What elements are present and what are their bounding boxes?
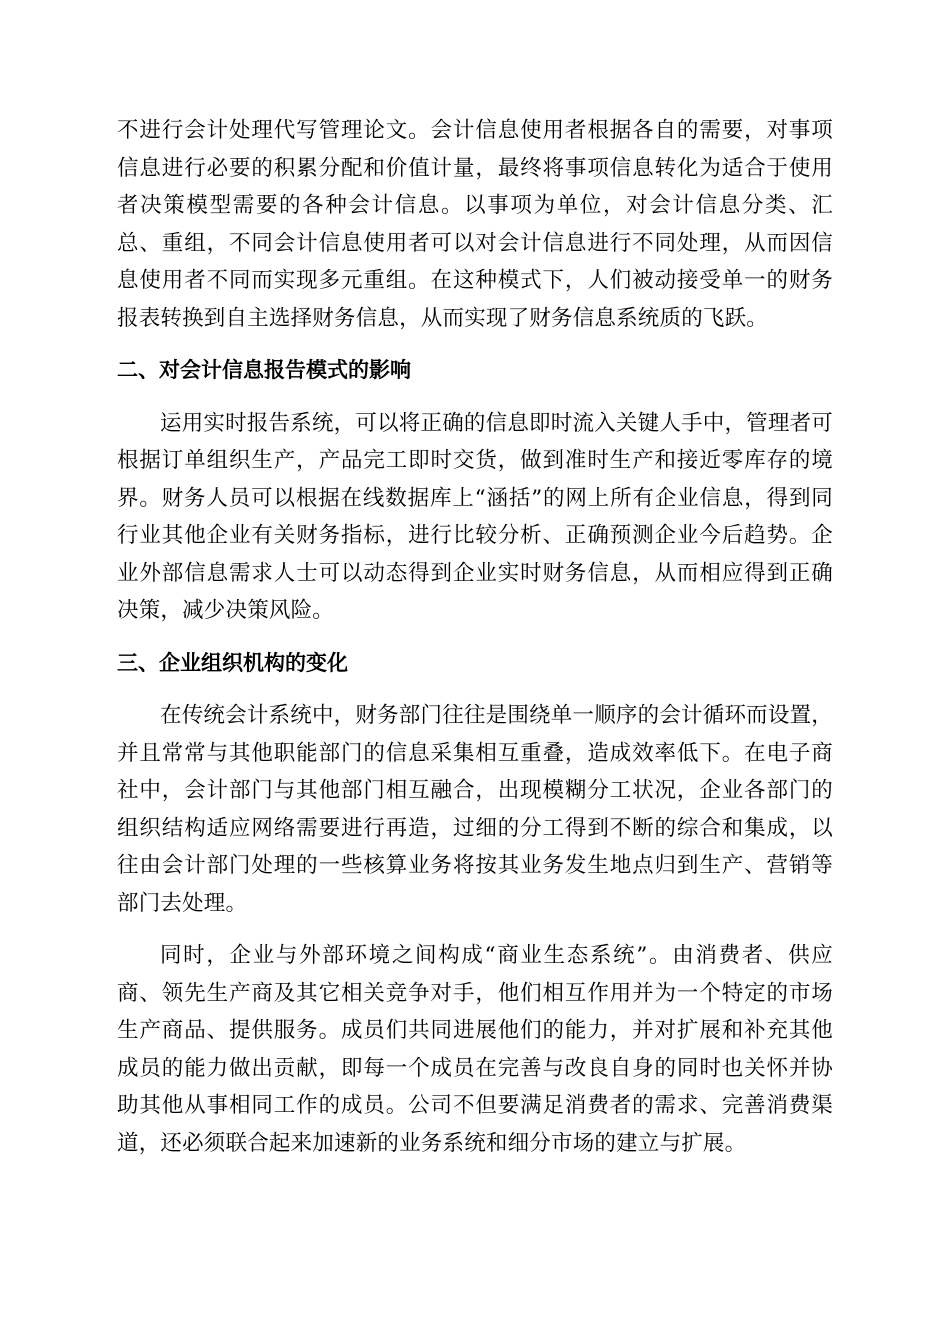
paragraph-org-structure: 在传统会计系统中，财务部门往往是围绕单一顺序的会计循环而设置，并且常常与其他职能部门的信息采集相互重叠，造成效率低下。在电子商社中，会计部门与其他部门相互融合，出现模糊分工状况，企业各部门的组织结构适应网络需要进行再造，过细的分工得到不断的综合和集成，以往由会计部门处理的一些核算业务将按其业务发生地点归到生产、营销等部门去处理。 [117, 703, 833, 916]
paragraph-business-ecosystem: 同时，企业与外部环境之间构成“商业生态系统”。由消费者、供应商、领先生产商及其它相关竞争对手，他们相互作用并为一个特定的市场生产商品、提供服务。成员们共同进展他们的能力，并对扩展和补充其他成员的能力做出贡献，即每一个成员在完善与改良自身的同时也关怀并协助其他从事相同工作的成员。公司不但要满足消费者的需求、完善消费渠道，还必须联合起来加速新的业务系统和细分市场的建立与扩展。 [117, 943, 833, 1156]
section-heading-2: 二、对会计信息报告模式的影响 [117, 358, 411, 382]
section-heading-3: 三、企业组织机构的变化 [117, 650, 348, 675]
paragraph-reporting-model: 运用实时报告系统，可以将正确的信息即时流入关键人手中，管理者可根据订单组织生产，产品完工即时交货，做到准时生产和接近零库存的境界。财务人员可以根据在线数据库上“涵括”的网上所有企业信息，得到同行业其他企业有关财务指标，进行比较分析、正确预测企业今后趋势。企业外部信息需求人士可以动态得到企业实时财务信息，从而相应得到正确决策，减少决策风险。 [117, 410, 833, 623]
paragraph-continued: 不进行会计处理代写管理论文。会计信息使用者根据各自的需要，对事项信息进行必要的积累分配和价值计量，最终将事项信息转化为适合于使用者决策模型需要的各种会计信息。以事项为单位，对会计信息分类、汇总、重组，不同会计信息使用者可以对会计信息进行不同处理，从而因信息使用者不同而实现多元重组。在这种模式下，人们被动接受单一的财务报表转换到自主选择财务信息，从而实现了财务信息系统质的飞跃。 [117, 118, 833, 331]
document-page [117, 112, 833, 1162]
